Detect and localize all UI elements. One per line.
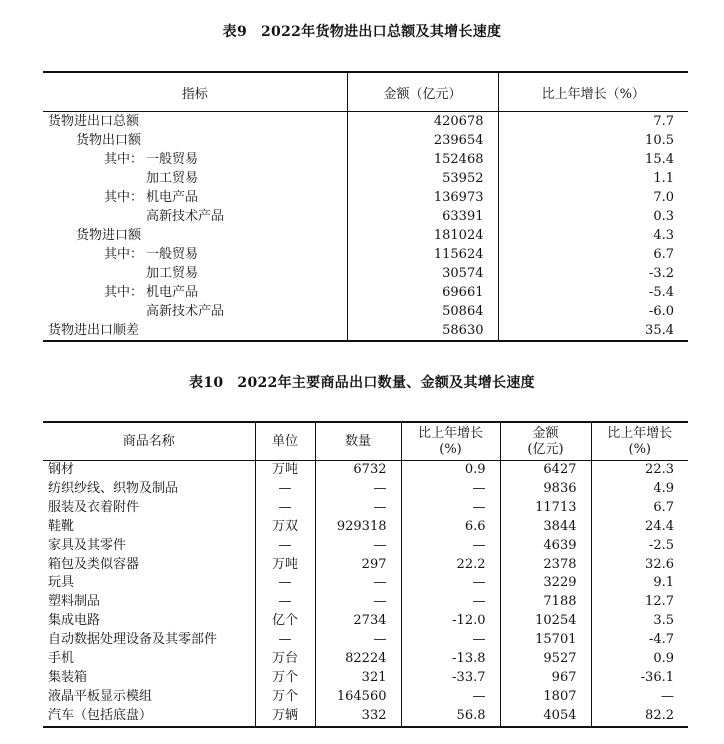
- table9-header-indicator: 指标: [43, 72, 347, 112]
- table10-qty-cell: 297: [315, 556, 401, 575]
- table10-header-qty-growth-line1: 比上年增长: [417, 425, 483, 441]
- table10-header-qty-growth-line2: (%): [439, 441, 462, 457]
- table9-amount-cell: 50864: [347, 302, 498, 321]
- table10-row: [43, 480, 688, 499]
- table10-qty-growth-cell: —: [401, 688, 500, 707]
- table10-qty-cell: —: [315, 574, 401, 593]
- table9-row: [43, 169, 688, 188]
- table10-row: [43, 650, 688, 669]
- table9-amount-cell: 69661: [347, 283, 498, 302]
- table9-growth-cell: 4.3: [498, 226, 688, 245]
- table10-amt-growth-cell: -4.7: [591, 631, 688, 650]
- table9-indicator-label: 机电产品: [146, 190, 199, 205]
- table10-qty-growth-cell: —: [401, 480, 500, 499]
- table9-indicator-label: 货物进出口顺差: [48, 323, 140, 338]
- table9-row: [43, 302, 688, 321]
- table10-qty-growth-cell: 56.8: [401, 707, 500, 727]
- table9-indicator-cell: [43, 264, 347, 283]
- table10-unit-cell: 万台: [255, 650, 315, 669]
- table10-title: [0, 372, 724, 392]
- table10-header-row: [43, 422, 688, 461]
- table10-qty-cell: 82224: [315, 650, 401, 669]
- table9-amount-cell: 115624: [347, 245, 498, 264]
- table10-qty-cell: 2734: [315, 612, 401, 631]
- table10-unit-cell: —: [255, 631, 315, 650]
- table10-amt-growth-cell: -36.1: [591, 669, 688, 688]
- table9-indicator-label: 高新技术产品: [146, 209, 225, 224]
- table10-amt-growth-cell: 3.5: [591, 612, 688, 631]
- table10-unit-cell: —: [255, 480, 315, 499]
- table10-qty-growth-cell: —: [401, 631, 500, 650]
- table10-row: [43, 518, 688, 537]
- table9-indicator-cell: [43, 169, 347, 188]
- table9-amount-cell: 30574: [347, 264, 498, 283]
- table10-qty-growth-cell: 22.2: [401, 556, 500, 575]
- table10-unit-cell: 万吨: [255, 461, 315, 480]
- table10-row: [43, 556, 688, 575]
- table10-amt-growth-cell: 12.7: [591, 593, 688, 612]
- table9-amount-cell: 181024: [347, 226, 498, 245]
- table10-amt-growth-cell: 32.6: [591, 556, 688, 575]
- table10-header-amt-growth-line1: 比上年增长: [607, 425, 673, 441]
- table9-indicator-cell: [43, 131, 347, 150]
- table9-row: [43, 226, 688, 245]
- table10-amt-growth-cell: 22.3: [591, 461, 688, 480]
- table9-growth-cell: 15.4: [498, 150, 688, 169]
- table10-unit-cell: 万吨: [255, 556, 315, 575]
- table9-header-amount: 金额（亿元）: [347, 72, 498, 112]
- table9-row: [43, 321, 688, 341]
- table10-qty-growth-cell: —: [401, 499, 500, 518]
- table10-amount-cell: 4639: [500, 537, 591, 556]
- table10-name-cell: 集成电路: [48, 613, 101, 629]
- table9-growth-cell: 35.4: [498, 321, 688, 341]
- table10-qty-cell: —: [315, 593, 401, 612]
- table10-unit-cell: 万辆: [255, 707, 315, 727]
- table9-indicator-cell: [43, 321, 347, 341]
- table10-qty-growth-cell: 6.6: [401, 518, 500, 537]
- table10-qty-cell: —: [315, 631, 401, 650]
- table10-amt-growth-cell: 82.2: [591, 707, 688, 727]
- table9: [43, 71, 688, 342]
- table10-qty-cell: —: [315, 537, 401, 556]
- table9-row: [43, 207, 688, 226]
- table10-name-cell: 液晶平板显示模组: [48, 688, 153, 704]
- table10-qty-cell: 164560: [315, 688, 401, 707]
- table10-name-cell: 汽车（包括底盘）: [48, 707, 153, 723]
- table9-number: 表9: [222, 24, 247, 40]
- table10-name-cell: 鞋靴: [48, 518, 75, 534]
- table10-header-name: 商品名称: [43, 422, 255, 461]
- table9-title-text: 2022年货物进出口总额及其增长速度: [260, 24, 502, 40]
- table9-row: [43, 150, 688, 169]
- table10-header-qty-growth: [401, 422, 500, 461]
- table10-unit-cell: —: [255, 537, 315, 556]
- table10-name-cell: 纺织纱线、织物及制品: [48, 480, 179, 496]
- table10-amount-cell: 3229: [500, 574, 591, 593]
- table10-amount-cell: 15701: [500, 631, 591, 650]
- table9-indicator-cell: [43, 283, 347, 302]
- table10-amount-cell: 2378: [500, 556, 591, 575]
- table9-prefix: 其中：: [104, 285, 144, 300]
- table10-name-cell: 手机: [48, 651, 75, 667]
- table10-number: 表10: [189, 375, 224, 391]
- table10-name-cell: 服装及衣着附件: [48, 499, 140, 515]
- table10-unit-cell: 亿个: [255, 612, 315, 631]
- table9-indicator-label: 加工贸易: [146, 266, 199, 281]
- table9-indicator-cell: [43, 302, 347, 321]
- table9-header-growth: 比上年增长（%）: [498, 72, 688, 112]
- table10-qty-growth-cell: -13.8: [401, 650, 500, 669]
- table10-name-cell: 家具及其零件: [48, 537, 127, 553]
- table10-qty-cell: 332: [315, 707, 401, 727]
- table10-unit-cell: —: [255, 574, 315, 593]
- table9-row: [43, 112, 688, 132]
- table9-row: [43, 131, 688, 150]
- table10-amount-cell: 4054: [500, 707, 591, 727]
- table10-qty-growth-cell: -12.0: [401, 612, 500, 631]
- table9-indicator-cell: [43, 226, 347, 245]
- table10-qty-growth-cell: —: [401, 574, 500, 593]
- table10: [43, 421, 688, 728]
- table9-row: [43, 264, 688, 283]
- table9-indicator-label: 货物进出口总额: [48, 114, 140, 129]
- table9-title: [0, 21, 724, 41]
- table10-unit-cell: —: [255, 593, 315, 612]
- table10-name-cell: 箱包及类似容器: [48, 556, 140, 572]
- table9-header-row: [43, 72, 688, 112]
- table10-header-amt-growth: [591, 422, 688, 461]
- table10-row: [43, 669, 688, 688]
- table10-unit-cell: 万个: [255, 688, 315, 707]
- table10-qty-cell: —: [315, 499, 401, 518]
- table9-amount-cell: 63391: [347, 207, 498, 226]
- table10-row: [43, 499, 688, 518]
- table9-growth-cell: 7.7: [498, 112, 688, 132]
- table9-growth-cell: 10.5: [498, 131, 688, 150]
- table10-header-amount-line2: (亿元): [527, 441, 564, 457]
- table10-qty-growth-cell: —: [401, 537, 500, 556]
- table10-name-cell: 集装箱: [48, 669, 88, 685]
- table10-qty-cell: 929318: [315, 518, 401, 537]
- table10-amount-cell: 967: [500, 669, 591, 688]
- table10-header-unit: 单位: [255, 422, 315, 461]
- table9-indicator-cell: [43, 150, 347, 169]
- table9-growth-cell: 7.0: [498, 188, 688, 207]
- table10-amt-growth-cell: 4.9: [591, 480, 688, 499]
- table9-indicator-label: 机电产品: [146, 285, 199, 300]
- table9-growth-cell: 6.7: [498, 245, 688, 264]
- table10-qty-growth-cell: 0.9: [401, 461, 500, 480]
- table9-row: [43, 188, 688, 207]
- table10-amount-cell: 7188: [500, 593, 591, 612]
- table9-growth-cell: -6.0: [498, 302, 688, 321]
- table10-row: [43, 707, 688, 727]
- table9-growth-cell: 0.3: [498, 207, 688, 226]
- table10-header-amount-line1: 金额: [532, 425, 559, 441]
- table10-qty-cell: 321: [315, 669, 401, 688]
- table9-indicator-label: 一般贸易: [146, 152, 199, 167]
- table10-header-amt-growth-line2: (%): [628, 441, 651, 457]
- table10-unit-cell: —: [255, 499, 315, 518]
- table9-amount-cell: 53952: [347, 169, 498, 188]
- table10-amount-cell: 11713: [500, 499, 591, 518]
- table10-name-cell: 塑料制品: [48, 594, 101, 610]
- table10-name-cell: 玩具: [48, 575, 75, 591]
- table10-name-cell: 自动数据处理设备及其零部件: [48, 632, 218, 648]
- table10-amt-growth-cell: 6.7: [591, 499, 688, 518]
- table9-indicator-cell: [43, 112, 347, 132]
- table10-amount-cell: 3844: [500, 518, 591, 537]
- table9-amount-cell: 152468: [347, 150, 498, 169]
- table9-indicator-cell: [43, 188, 347, 207]
- table9-indicator-label: 货物进口额: [76, 228, 142, 243]
- table10-amount-cell: 1807: [500, 688, 591, 707]
- table9-row: [43, 283, 688, 302]
- table10-title-text: 2022年主要商品出口数量、金额及其增长速度: [237, 375, 535, 391]
- table10-amt-growth-cell: 0.9: [591, 650, 688, 669]
- table10-qty-cell: 6732: [315, 461, 401, 480]
- table10-row: [43, 631, 688, 650]
- table10-amount-cell: 10254: [500, 612, 591, 631]
- table9-indicator-cell: [43, 207, 347, 226]
- table10-amt-growth-cell: 9.1: [591, 574, 688, 593]
- table9-amount-cell: 239654: [347, 131, 498, 150]
- table9-growth-cell: -3.2: [498, 264, 688, 283]
- table9-amount-cell: 136973: [347, 188, 498, 207]
- table9-prefix: 其中：: [104, 190, 144, 205]
- table9-indicator-label: 高新技术产品: [146, 304, 225, 319]
- table9-prefix: 其中：: [104, 152, 144, 167]
- table10-row: [43, 593, 688, 612]
- table10-row: [43, 461, 688, 480]
- table10-unit-cell: 万个: [255, 669, 315, 688]
- table10-unit-cell: 万双: [255, 518, 315, 537]
- table10-amount-cell: 9836: [500, 480, 591, 499]
- table9-amount-cell: 58630: [347, 321, 498, 341]
- table9-growth-cell: 1.1: [498, 169, 688, 188]
- table10-amount-cell: 9527: [500, 650, 591, 669]
- table9-indicator-label: 货物出口额: [76, 133, 142, 148]
- table9-prefix: 其中：: [104, 247, 144, 262]
- table10-row: [43, 688, 688, 707]
- table9-indicator-label: 加工贸易: [146, 171, 199, 186]
- table10-amt-growth-cell: —: [591, 688, 688, 707]
- table10-amt-growth-cell: 24.4: [591, 518, 688, 537]
- table10-row: [43, 537, 688, 556]
- table10-header-amount: [500, 422, 591, 461]
- table10-amount-cell: 6427: [500, 461, 591, 480]
- table9-indicator-label: 一般贸易: [146, 247, 199, 262]
- table9-indicator-cell: [43, 245, 347, 264]
- table10-row: [43, 612, 688, 631]
- table10-qty-growth-cell: —: [401, 593, 500, 612]
- table10-qty-cell: —: [315, 480, 401, 499]
- table9-row: [43, 245, 688, 264]
- table9-body: [43, 112, 688, 342]
- table10-qty-growth-cell: -33.7: [401, 669, 500, 688]
- table9-amount-cell: 420678: [347, 112, 498, 132]
- table10-body: [43, 461, 688, 727]
- table9-growth-cell: -5.4: [498, 283, 688, 302]
- table10-header-qty: 数量: [315, 422, 401, 461]
- table10-row: [43, 574, 688, 593]
- table10-name-cell: 钢材: [48, 462, 75, 477]
- table10-amt-growth-cell: -2.5: [591, 537, 688, 556]
